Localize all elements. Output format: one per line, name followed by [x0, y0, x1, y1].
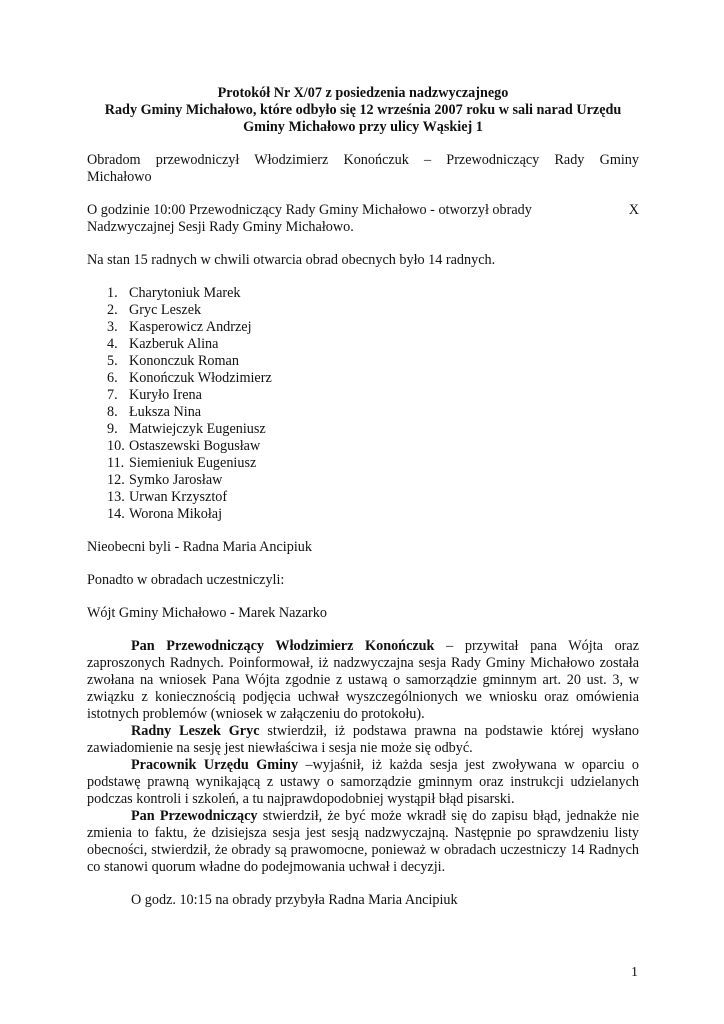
list-item [107, 353, 639, 370]
list-item-number: 5. [107, 353, 118, 369]
page-number: 1 [631, 965, 638, 980]
list-item [107, 472, 639, 489]
minutes-paragraph [87, 638, 639, 723]
list-item [107, 302, 639, 319]
also-present-text: Ponadto w obradach uczestniczyli: [87, 572, 285, 588]
list-item-name: Kononczuk Roman [129, 353, 239, 369]
document-page [87, 85, 639, 909]
opening-line-1 [87, 202, 639, 219]
list-item-name: Kazberuk Alina [129, 336, 219, 352]
list-item-number: 11. [107, 455, 125, 471]
speaker-name: Pan Przewodniczący [131, 808, 258, 824]
list-item-name: Ostaszewski Bogusław [129, 438, 261, 454]
list-item-name: Worona Mikołaj [129, 506, 223, 522]
speaker-name: Pan Przewodniczący Włodzimierz Konończuk [131, 638, 435, 654]
opening-text: O godzinie 10:00 Przewodniczący Rady Gminy Michałowo - otworzył obrady [87, 202, 532, 218]
list-item [107, 336, 639, 353]
paragraph-text: stwierdził, iż podstawa prawna na podstawie której wysłano zawiadomienie na sesję jest niewłaściwa i sesja nie może się odbyć. [87, 723, 639, 756]
opening-paragraph [87, 202, 639, 236]
absent-text: Nieobecni byli - Radna Maria Ancipiuk [87, 539, 312, 555]
list-item-number: 3. [107, 319, 118, 335]
title-line-1: Protokół Nr X/07 z posiedzenia nadzwyczajnego [217, 85, 509, 101]
list-item [107, 489, 639, 506]
list-item-name: Charytoniuk Marek [129, 285, 241, 301]
list-item-name: Gryc Leszek [129, 302, 202, 318]
opening-line-2: Nadzwyczajnej Sesji Rady Gminy Michałowo. [87, 219, 354, 235]
list-item-number: 10. [107, 438, 125, 454]
list-item [107, 285, 639, 302]
chair-line-1: Obradom przewodniczył Włodzimierz Konończuk – Przewodniczący Rady Gminy [87, 152, 639, 168]
minutes-paragraph [87, 808, 639, 876]
list-item-number: 7. [107, 387, 118, 403]
members-list [87, 285, 639, 523]
list-item [107, 455, 639, 472]
list-item-number: 2. [107, 302, 118, 318]
list-item-name: Symko Jarosław [129, 472, 223, 488]
list-item-number: 6. [107, 370, 118, 386]
list-item [107, 506, 639, 523]
list-item-name: Kuryło Irena [129, 387, 202, 403]
list-item-name: Konończuk Włodzimierz [129, 370, 272, 386]
list-item-name: Kasperowicz Andrzej [129, 319, 252, 335]
list-item-number: 9. [107, 421, 118, 437]
minutes-paragraph [87, 757, 639, 808]
arrival-text: O godz. 10:15 na obrady przybyła Radna Maria Ancipiuk [131, 892, 458, 908]
list-item [107, 404, 639, 421]
list-item-name: Matwiejczyk Eugeniusz [129, 421, 266, 437]
speaker-name: Radny Leszek Gryc [131, 723, 260, 739]
list-item-number: 13. [107, 489, 125, 505]
paragraph-text: stwierdził, że być może wkradł się do zapisu błąd, jednakże nie zmienia to faktu, że dzisiejsza sesja jest sesją nadzwyczajną. Następnie po sprawdzeniu listy obecności, stwierdził, że obrady są prawomocne, ponieważ w obradach uczestniczy 14 Radnych co stanowi quorum władne do podejmowania uchwał i decyzji. [87, 808, 639, 875]
list-item-number: 8. [107, 404, 118, 420]
minutes-paragraph [87, 723, 639, 757]
speaker-name: Pracownik Urzędu Gminy [131, 757, 299, 773]
minutes-body [87, 638, 639, 876]
list-item-number: 4. [107, 336, 118, 352]
chair-line-2: Michałowo [87, 169, 152, 185]
list-item-number: 14. [107, 506, 125, 522]
list-item-name: Łuksza Nina [129, 404, 202, 420]
list-item [107, 421, 639, 438]
title-line-2: Rady Gminy Michałowo, które odbyło się 12 września 2007 roku w sali narad Urzędu [104, 102, 622, 118]
list-item-number: 1. [107, 285, 118, 301]
mayor-text: Wójt Gminy Michałowo - Marek Nazarko [87, 605, 327, 621]
title-line-3: Gminy Michałowo przy ulicy Wąskiej 1 [243, 119, 483, 135]
session-number: X [628, 202, 639, 218]
paragraph-text: –wyjaśnił, iż każda sesja jest zwoływana w oparciu o podstawę prawną wynikającą z ustawy o samorządzie gminnym oraz instrukcji udzielanych podczas kontroli i szkoleń, a tu najprawdopodobniej wystąpił błąd pisarski. [87, 757, 639, 807]
document-title [87, 85, 639, 136]
list-item [107, 387, 639, 404]
list-item-name: Urwan Krzysztof [129, 489, 228, 505]
paragraph-text: – przywitał pana Wójta oraz zaproszonych Radnych. Poinformował, iż nadzwyczajna sesja Rady Gminy Michałowo została zwołana na wniosek Pana Wójta zgodnie z ustawą o samorządzie gminnym art. 20 ust. 3, w związku z koniecznością podjęcia uchwał wyszczególnionych we wniosku oraz omówienia istotnych problemów (wniosek w załączeniu do protokołu). [87, 638, 639, 722]
list-item [107, 438, 639, 455]
list-item-number: 12. [107, 472, 125, 488]
chair-paragraph [87, 152, 639, 186]
list-item [107, 319, 639, 336]
attendance-text: Na stan 15 radnych w chwili otwarcia obrad obecnych było 14 radnych. [87, 252, 496, 268]
list-item-name: Siemieniuk Eugeniusz [129, 455, 257, 471]
list-item [107, 370, 639, 387]
